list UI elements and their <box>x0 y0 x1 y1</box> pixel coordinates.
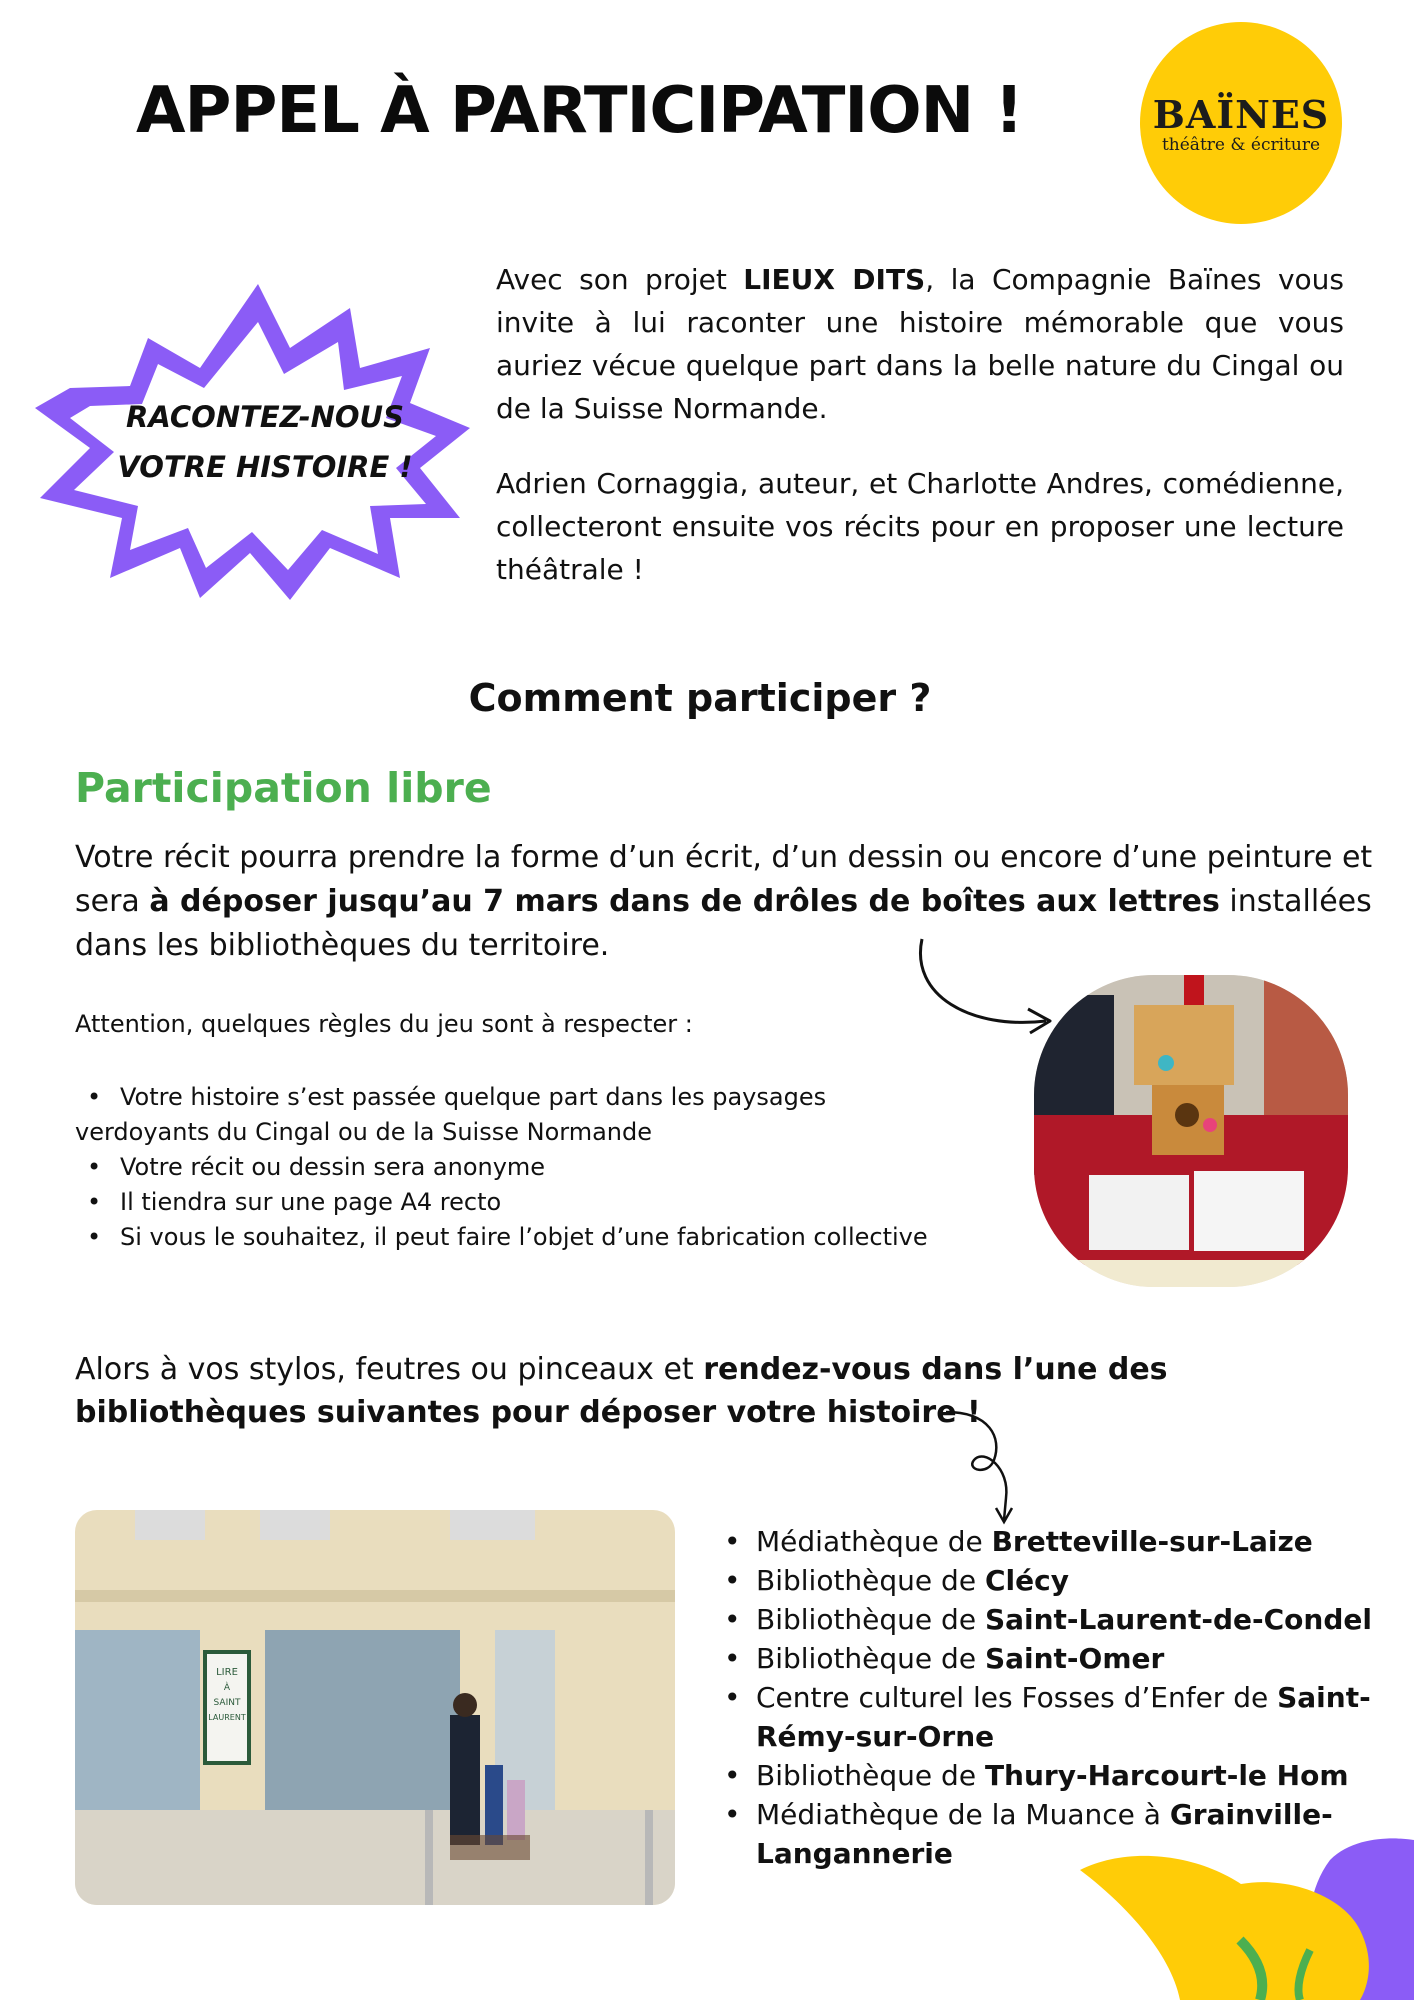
baines-logo <box>1140 22 1342 224</box>
rule-item: • Si vous le souhaitez, il peut faire l’objet d’une fabrication collective <box>75 1220 1005 1255</box>
rule-item-continuation: verdoyants du Cingal ou de la Suisse Normande <box>75 1118 652 1146</box>
libre-end: installées dans les bibliothèques du territoire. <box>75 884 1372 963</box>
call-to-action <box>75 1348 1225 1434</box>
burst-line-1: RACONTEZ-NOUS <box>126 400 404 434</box>
rules-list <box>75 1080 1005 1255</box>
rule-item: • Votre histoire s’est passée quelque part dans les paysages <box>75 1080 1005 1115</box>
logo-subtitle: théâtre & écriture <box>1161 135 1321 155</box>
curved-arrow-icon <box>910 935 1060 1035</box>
libre-deadline: à déposer jusqu’au 7 mars dans de drôles de boîtes aux lettres <box>149 884 1220 919</box>
rules-intro: Attention, quelques règles du jeu sont à respecter : <box>75 1010 693 1038</box>
intro-p1-start: Avec son projet <box>496 263 744 296</box>
library-item <box>718 1678 1408 1756</box>
library-prefix: Centre culturel les Fosses d’Enfer de <box>756 1681 1278 1714</box>
sign-line: LAURENT <box>208 1713 246 1722</box>
library-prefix: Médiathèque de <box>756 1525 992 1558</box>
library-prefix: Bibliothèque de <box>756 1564 985 1597</box>
library-place: Saint-Laurent-de-Condel <box>984 1603 1372 1636</box>
library-place: Grainville-Langannerie <box>756 1798 1333 1870</box>
library-item <box>718 1522 1408 1561</box>
library-item <box>718 1756 1408 1795</box>
library-place: Thury-Harcourt-le Hom <box>984 1759 1349 1792</box>
library-prefix: Bibliothèque de <box>756 1759 985 1792</box>
burst-label <box>100 392 430 492</box>
intro-text <box>496 258 1344 623</box>
libre-start: Votre récit pourra prendre la forme d’un écrit, d’un dessin ou encore d’une peinture et sera <box>75 840 1373 919</box>
sign-line: SAINT <box>213 1698 241 1708</box>
library-item <box>718 1600 1408 1639</box>
burst-line-2: VOTRE HISTOIRE ! <box>117 450 413 484</box>
curly-arrow-icon <box>940 1408 1040 1526</box>
library-place: Saint-Rémy-sur-Orne <box>756 1681 1371 1753</box>
sub-heading: Participation libre <box>75 764 492 812</box>
sign-line: LIRE <box>216 1667 238 1678</box>
participation-text <box>75 836 1375 968</box>
section-heading: Comment participer ? <box>468 676 932 720</box>
rule-item: • Votre récit ou dessin sera anonyme <box>75 1150 1005 1185</box>
library-place: Bretteville-sur-Laize <box>991 1525 1313 1558</box>
library-item <box>718 1561 1408 1600</box>
letterbox-photo <box>1034 975 1348 1287</box>
library-item <box>718 1639 1408 1678</box>
cta-bold: rendez-vous dans l’une des bibliothèques suivantes pour déposer votre histoire ! <box>75 1352 1168 1430</box>
library-prefix: Bibliothèque de <box>756 1603 985 1636</box>
library-photo <box>75 1510 675 1905</box>
project-name: LIEUX DITS <box>743 263 926 296</box>
sign-line: À <box>223 1683 231 1693</box>
rule-item: • Il tiendra sur une page A4 recto <box>75 1185 1005 1220</box>
library-place: Saint-Omer <box>984 1642 1165 1675</box>
decorative-leaves <box>1060 1830 1414 2000</box>
intro-paragraph-2: Adrien Cornaggia, auteur, et Charlotte Andres, comédienne, collecteront ensuite vos récits pour en proposer une lecture théâtrale ! <box>496 467 1344 586</box>
library-prefix: Bibliothèque de <box>756 1642 985 1675</box>
library-list <box>718 1522 1408 1873</box>
library-place: Clécy <box>984 1564 1069 1597</box>
cta-start: Alors à vos stylos, feutres ou pinceaux et <box>75 1352 704 1387</box>
logo-name: BAÏNES <box>1152 92 1330 137</box>
intro-p1-end: , la Compagnie Baïnes vous invite à lui raconter une histoire mémorable que vous auriez vécue quelque part dans la belle nature du Cingal ou de la Suisse Normande. <box>496 263 1345 425</box>
intro-paragraph-1 <box>496 258 1344 430</box>
page-title: APPEL À PARTICIPATION ! <box>136 74 1023 148</box>
library-prefix: Médiathèque de la Muance à <box>756 1798 1170 1831</box>
